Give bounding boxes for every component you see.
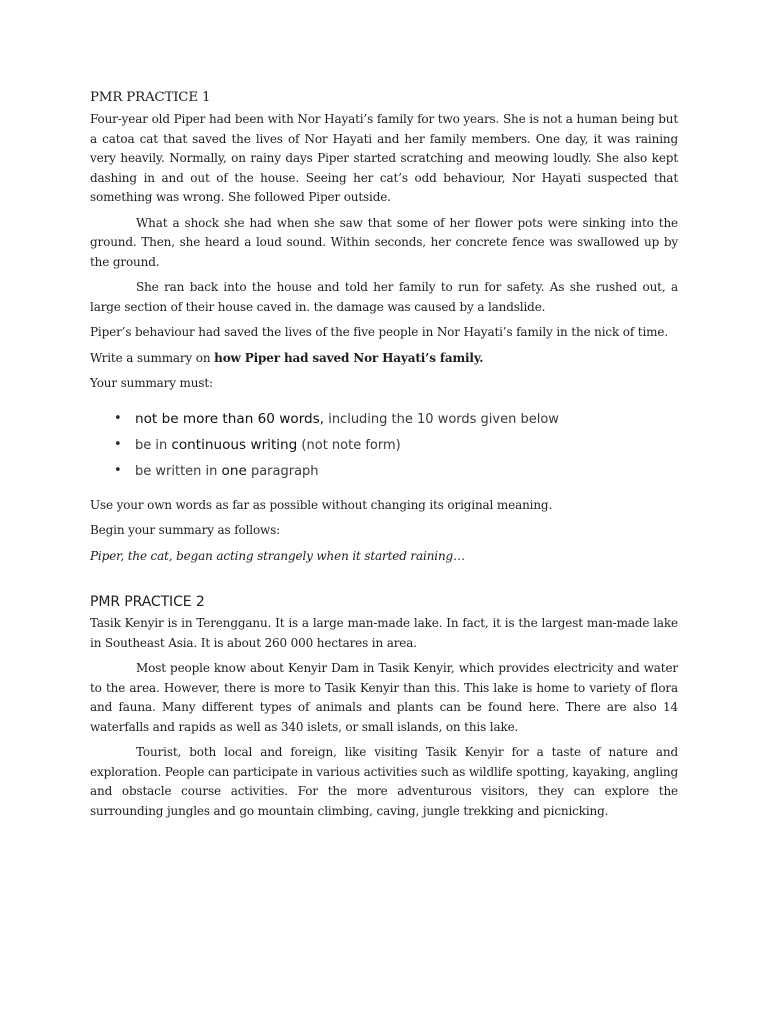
requirement-pre: be in (135, 437, 172, 453)
begin-summary-text: Piper, the cat, began acting strangely when it started raining… (90, 548, 465, 563)
summary-task (90, 349, 678, 369)
practice-2-paragraph: Most people know about Kenyir Dam in Tasik Kenyir, which provides electricity and water to the area. However, there is more to Tasik Kenyir than this. This lake is home to variety of flora and fauna. Many different types of animals and plants can be found here. There are also 14 waterfalls and rapids as well as 340 islets, or small islands, on this lake. (90, 661, 678, 734)
summary-task-prefix: Write a summary on (90, 350, 215, 365)
requirement-item (90, 406, 678, 432)
requirement-post: including the 10 words given below (324, 411, 559, 427)
bullet-icon: • (114, 410, 122, 426)
practice-1-paragraph: She ran back into the house and told her family to run for safety. As she rushed out, a large section of their house caved in. the damage was caused by a landslide. (90, 280, 678, 314)
practice-1-paragraph: What a shock she had when she saw that some of her flower pots were sinking into the ground. Then, she heard a loud sound. Within seconds, her concrete fence was swallowed up by the ground. (90, 215, 678, 269)
requirement-post: paragraph (246, 463, 319, 479)
practice-1-paragraph: Piper’s behaviour had saved the lives of the five people in Nor Hayati’s family in the nick of time. (90, 325, 668, 339)
requirement-item (90, 458, 678, 484)
summary-must-label: Your summary must: (90, 376, 213, 390)
begin-summary-label: Begin your summary as follows: (90, 523, 281, 537)
requirement-bold: continuous writing (171, 436, 298, 453)
practice-1-section (90, 90, 678, 566)
practice-2-paragraph: Tasik Kenyir is in Terengganu. It is a large man-made lake. In fact, it is the largest man-made lake in Southeast Asia. It is about 260 000 hectares in area. (90, 616, 678, 650)
requirement-bold: not be more than 60 words, (135, 410, 325, 427)
requirement-item (90, 432, 678, 458)
own-words-instruction: Use your own words as far as possible without changing its original meaning. (90, 497, 553, 512)
requirement-post: (not note form) (297, 437, 401, 453)
requirement-bold: one (221, 462, 247, 479)
section-spacer (90, 572, 678, 594)
practice-2-paragraph: Tourist, both local and foreign, like visiting Tasik Kenyir for a taste of nature and exploration. People can participate in various activities such as wildlife spotting, kayaking, angling and obstacle course activities. For the more adventurous visitors, they can explore the surrounding jungles and go mountain climbing, caving, jungle trekking and picnicking. (90, 745, 678, 818)
bullet-icon: • (114, 436, 122, 452)
summary-task-topic: how Piper had saved Nor Hayati’s family. (214, 350, 484, 365)
requirement-pre: be written in (135, 463, 222, 479)
practice-1-heading: PMR PRACTICE 1 (90, 90, 211, 105)
document-page (90, 90, 678, 827)
practice-2-heading: PMR PRACTICE 2 (90, 594, 205, 610)
practice-2-section (90, 594, 678, 821)
requirements-list (90, 406, 678, 484)
practice-1-paragraph: Four-year old Piper had been with Nor Hayati’s family for two years. She is not a human being but a catoa cat that saved the lives of Nor Hayati and her family members. One day, it was raining very heavily. Normally, on rainy days Piper started scratching and meowing loudly. She also kept dashing in and out of the house. Seeing her cat’s odd behaviour, Nor Hayati suspected that something was wrong. She followed Piper outside. (90, 112, 678, 204)
bullet-icon: • (114, 462, 122, 478)
